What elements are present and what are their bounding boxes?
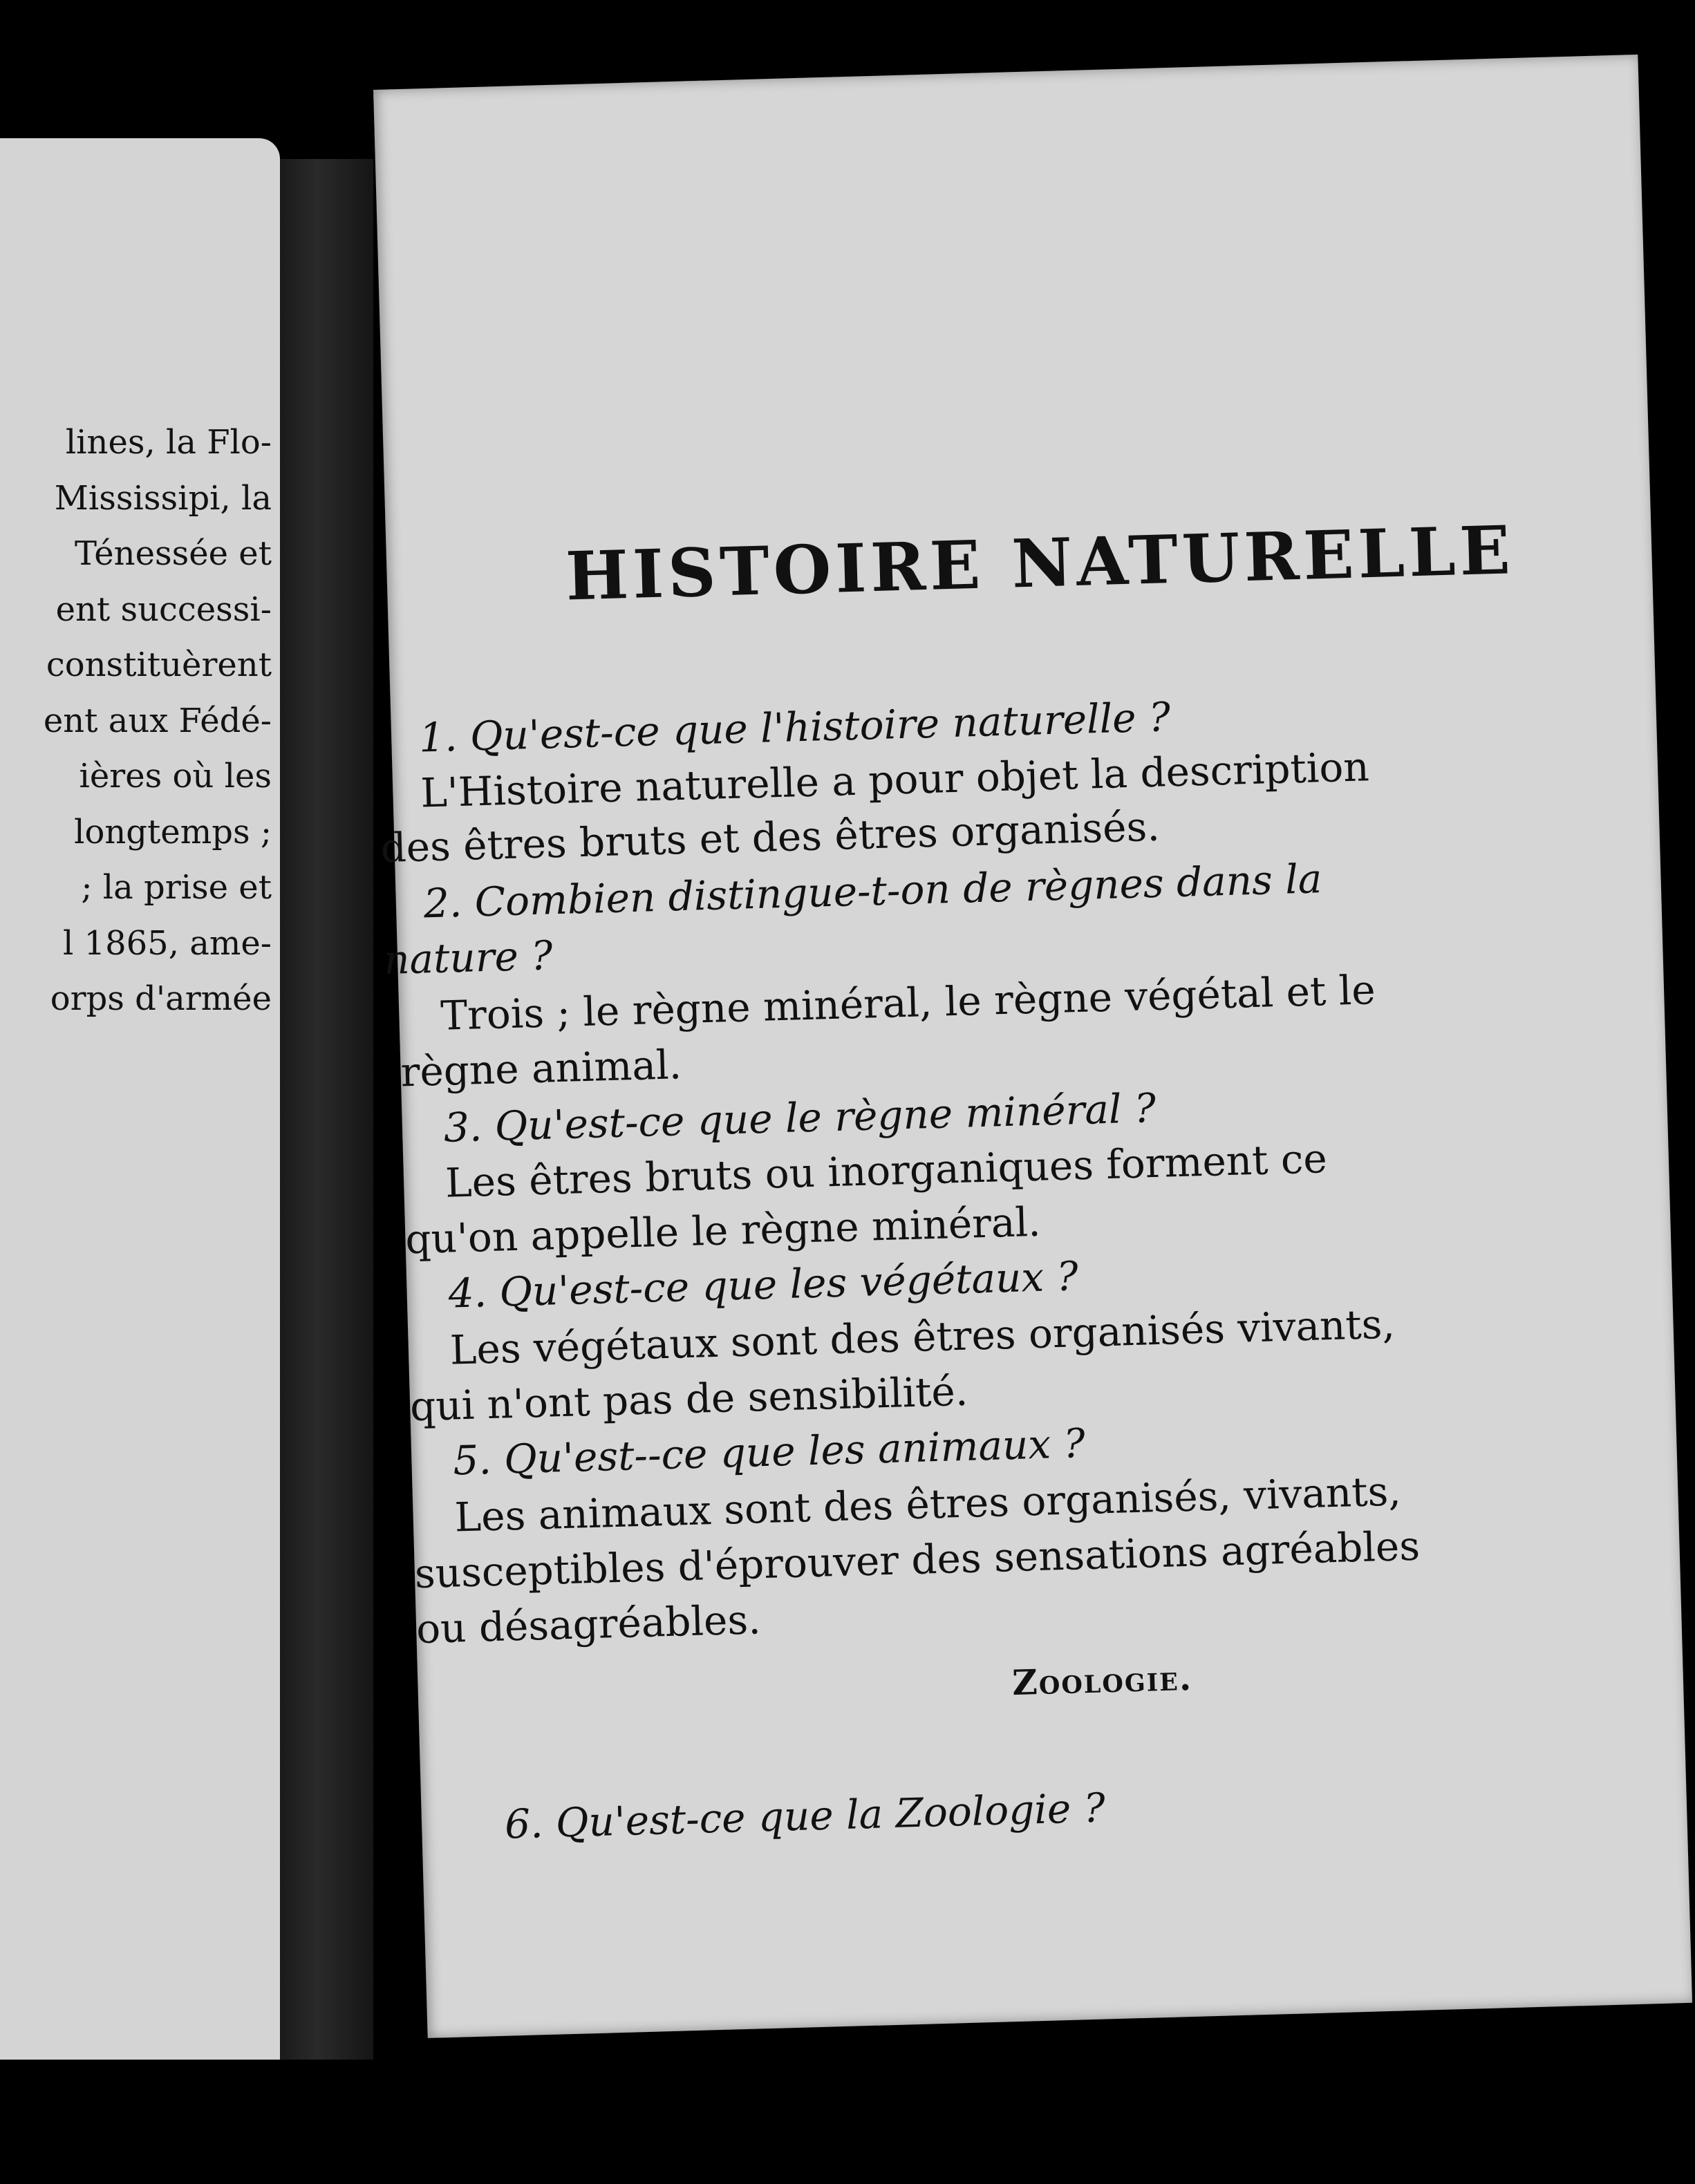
answer-3-line-1: Les êtres bruts ou inorganiques forment ce [444, 1135, 1328, 1207]
question-4: 4. Qu'est-ce que les végétaux ? [447, 1252, 1079, 1317]
left-line: constituèrent [46, 646, 272, 684]
page-title: HISTOIRE NATURELLE [564, 511, 1516, 616]
left-page [0, 138, 280, 2060]
left-line: l 1865, ame- [62, 923, 272, 963]
question-6: 6. Qu'est-ce que la Zoologie ? [504, 1784, 1106, 1848]
question-5: 5. Qu'est--ce que les animaux ? [452, 1420, 1086, 1485]
answer-2-line-2: règne animal. [400, 1041, 682, 1096]
answer-1-line-2: des êtres bruts et des êtres organisés. [380, 802, 1161, 872]
answer-2-line-1: Trois ; le règne minéral, le règne végétal et le [440, 966, 1376, 1039]
right-page-content [373, 55, 1638, 1848]
answer-3-line-2: qu'on appelle le règne minéral. [404, 1198, 1042, 1263]
answer-5-line-2: susceptibles d'éprouver des sensations agréables [414, 1522, 1421, 1598]
answer-5-line-1: Les animaux sont des êtres organisés, vivants, [453, 1467, 1402, 1541]
left-page-text [44, 415, 272, 1027]
left-line: lines, la Flo- [65, 423, 272, 462]
left-line: ent aux Fédé- [43, 701, 272, 740]
answer-4-line-2: qui n'ont pas de sensibilité. [409, 1367, 969, 1431]
left-line: Mississipi, la [54, 478, 272, 518]
question-2-line-1: 2. Combien distingue-t-on de règnes dans la [422, 855, 1323, 928]
answer-1-line-1: L'Histoire naturelle a pour objet la description [420, 743, 1370, 817]
right-page [373, 55, 1692, 2038]
question-2-line-2: nature ? [383, 932, 554, 984]
left-line: ières où les [79, 757, 272, 796]
left-line: orps d'armée [50, 979, 272, 1018]
left-line: ent successi- [55, 590, 272, 629]
answer-4-line-1: Les végétaux sont des êtres organisés vivants, [449, 1300, 1396, 1374]
book-spine [280, 159, 373, 2060]
left-line: Ténessée et [74, 534, 272, 573]
question-1: 1. Qu'est-ce que l'histoire naturelle ? [418, 693, 1171, 762]
left-line: longtemps ; [74, 812, 272, 851]
answer-5-line-3: ou désagréables. [415, 1596, 762, 1653]
left-line: ; la prise et [81, 868, 272, 907]
question-3: 3. Qu'est-ce que le règne minéral ? [443, 1084, 1156, 1151]
section-heading-zoologie: Zoologie. [1011, 1657, 1193, 1704]
